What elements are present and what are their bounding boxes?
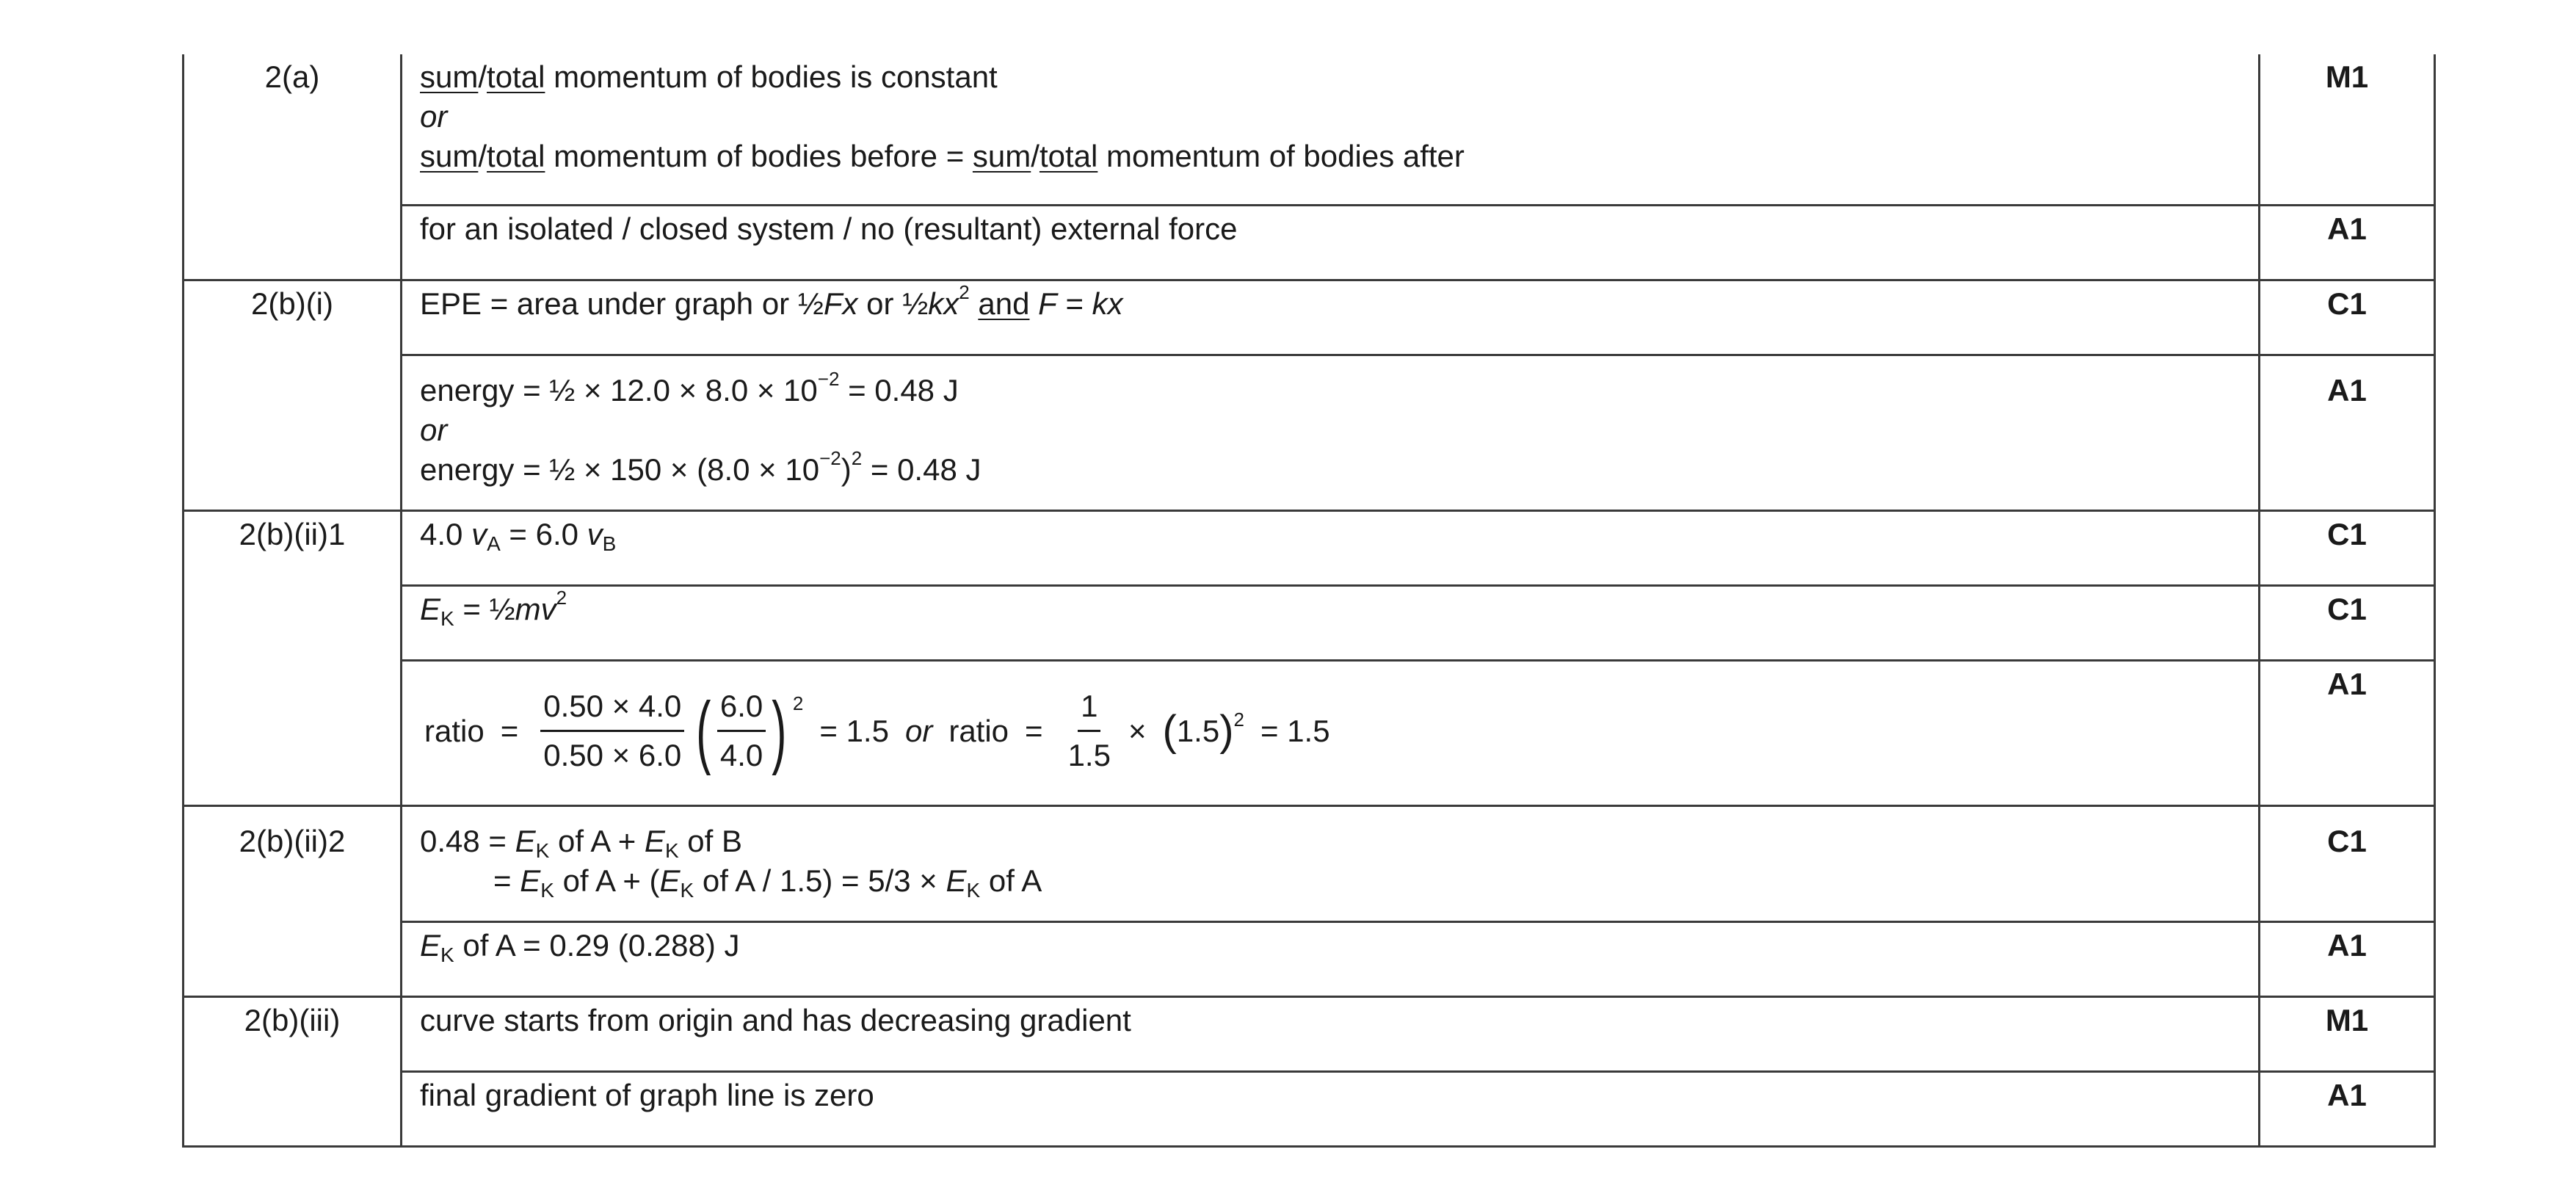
math-term: mv xyxy=(515,591,556,626)
mark-code: C1 xyxy=(2260,510,2435,585)
fraction-numerator: 6.0 xyxy=(717,687,766,732)
subscript: K xyxy=(966,878,981,902)
mark-code: A1 xyxy=(2260,660,2435,805)
or-separator: or xyxy=(904,713,933,748)
table-row xyxy=(184,205,2435,280)
answer-cell xyxy=(402,585,2260,660)
answer-text: momentum of bodies before = xyxy=(545,139,973,173)
equals-sign: = xyxy=(500,713,519,748)
fraction-numerator: 1 xyxy=(1078,687,1100,732)
answer-line xyxy=(420,446,2241,490)
table-row xyxy=(184,355,2435,510)
answer-cell xyxy=(402,921,2260,996)
answer-text: of A / 1.5) = 5/3 × xyxy=(694,863,946,898)
math-term: E xyxy=(420,927,441,963)
underlined-term: and xyxy=(978,286,1030,321)
math-term: E xyxy=(946,863,967,898)
fraction xyxy=(717,687,766,775)
ratio-equation xyxy=(420,662,2241,801)
underlined-term: total xyxy=(487,59,545,94)
answer-line xyxy=(420,367,2241,410)
mark-code: A1 xyxy=(2260,921,2435,996)
table-row xyxy=(184,585,2435,660)
table-row xyxy=(184,1071,2435,1146)
answer-text: of B xyxy=(678,823,743,858)
superscript: −2 xyxy=(817,367,840,390)
mark-code: A1 xyxy=(2260,355,2435,510)
slash: / xyxy=(1031,139,1040,173)
space xyxy=(970,286,979,321)
mark-code: A1 xyxy=(2260,1071,2435,1146)
left-paren: ( xyxy=(1162,706,1177,755)
answer-text: or ½ xyxy=(857,286,929,321)
mark-code: M1 xyxy=(2260,54,2435,205)
subscript: K xyxy=(680,878,694,902)
superscript: 2 xyxy=(556,586,567,609)
space xyxy=(1029,286,1038,321)
answer-text: 4.0 xyxy=(420,516,472,551)
table-row xyxy=(184,54,2435,205)
answer-text: of A = 0.29 (0.288) J xyxy=(454,927,740,963)
answer-text: 1.5 xyxy=(1176,713,1220,748)
subscript: K xyxy=(540,878,554,902)
answer-text: of A + ( xyxy=(554,863,660,898)
table-row xyxy=(184,510,2435,585)
underlined-term: sum xyxy=(420,139,479,173)
question-number: 2(b)(i) xyxy=(184,280,402,510)
superscript: −2 xyxy=(819,446,841,469)
times-sign: × xyxy=(1128,713,1147,748)
math-term: E xyxy=(515,823,536,858)
answer-text: = xyxy=(1056,286,1092,321)
answer-text: = 1.5 xyxy=(1260,713,1330,748)
subscript: B xyxy=(602,532,617,555)
answer-line xyxy=(420,57,2241,97)
answer-text: = 1.5 xyxy=(819,713,889,748)
superscript: 2 xyxy=(959,280,970,303)
answer-text: = ½ xyxy=(454,591,515,626)
math-term: v xyxy=(471,516,487,551)
answer-text: ) xyxy=(841,452,852,487)
table-row xyxy=(184,280,2435,355)
underlined-term: total xyxy=(487,139,545,173)
math-term: E xyxy=(420,591,441,626)
answer-text: of A xyxy=(980,863,1042,898)
answer-cell xyxy=(402,280,2260,355)
mark-scheme-table xyxy=(182,54,2436,1148)
answer-text: = xyxy=(493,863,520,898)
question-number: 2(b)(ii)1 xyxy=(184,510,402,805)
slash: / xyxy=(478,139,487,173)
superscript: 2 xyxy=(851,446,863,469)
question-number: 2(b)(ii)2 xyxy=(184,805,402,996)
superscript: 2 xyxy=(1233,708,1244,731)
answer-cell xyxy=(402,510,2260,585)
math-term: E xyxy=(644,823,665,858)
or-separator: or xyxy=(420,99,448,134)
subscript: K xyxy=(440,943,454,966)
answer-text: = 6.0 xyxy=(500,516,587,551)
fraction xyxy=(540,687,684,775)
answer-text: energy = ½ × 12.0 × 8.0 × 10 xyxy=(420,372,818,407)
subscript: A xyxy=(487,532,501,555)
subscript: K xyxy=(664,838,679,862)
or-separator: or xyxy=(420,412,448,447)
fraction-denominator: 0.50 × 6.0 xyxy=(543,738,682,772)
math-term: kx xyxy=(1092,286,1123,321)
answer-text: ratio xyxy=(424,713,485,748)
question-number: 2(a) xyxy=(184,54,402,280)
underlined-term: sum xyxy=(972,139,1031,173)
answer-text: of A + xyxy=(549,823,645,858)
right-paren: ) xyxy=(1219,706,1234,755)
answer-text: 0.48 = xyxy=(420,823,515,858)
math-term: F xyxy=(1038,286,1057,321)
math-term: Fx xyxy=(823,286,858,321)
answer-cell: final gradient of graph line is zero xyxy=(402,1071,2260,1146)
answer-cell xyxy=(402,660,2260,805)
answer-text: energy = ½ × 150 × (8.0 × 10 xyxy=(420,452,820,487)
right-paren: ) xyxy=(772,685,787,776)
answer-line xyxy=(420,822,2241,861)
answer-cell xyxy=(402,54,2260,205)
math-term: E xyxy=(659,863,681,898)
left-paren: ( xyxy=(696,685,711,776)
fraction-denominator: 1.5 xyxy=(1067,738,1111,772)
math-term: E xyxy=(520,863,541,898)
table-row xyxy=(184,996,2435,1071)
question-number: 2(b)(iii) xyxy=(184,996,402,1146)
fraction-denominator: 4.0 xyxy=(719,738,763,772)
answer-text: ratio xyxy=(948,713,1009,748)
answer-text: EPE = area under graph or ½ xyxy=(420,286,824,321)
mark-code: A1 xyxy=(2260,205,2435,280)
answer-text: = 0.48 J xyxy=(839,372,959,407)
answer-cell: for an isolated / closed system / no (resultant) external force xyxy=(402,205,2260,280)
answer-cell xyxy=(402,355,2260,510)
fraction xyxy=(1065,687,1114,775)
mark-code: M1 xyxy=(2260,996,2435,1071)
answer-cell: curve starts from origin and has decreasing gradient xyxy=(402,996,2260,1071)
answer-line xyxy=(420,137,2241,176)
math-term: kx xyxy=(928,286,959,321)
table-row xyxy=(184,921,2435,996)
table-row xyxy=(184,805,2435,921)
underlined-term: sum xyxy=(420,59,479,94)
table-row xyxy=(184,660,2435,805)
mark-code: C1 xyxy=(2260,585,2435,660)
answer-text: momentum of bodies is constant xyxy=(545,59,998,94)
mark-code: C1 xyxy=(2260,805,2435,921)
math-term: v xyxy=(587,516,603,551)
mark-code: C1 xyxy=(2260,280,2435,355)
underlined-term: total xyxy=(1039,139,1098,173)
slash: / xyxy=(478,59,487,94)
equals-sign: = xyxy=(1025,713,1043,748)
fraction-numerator: 0.50 × 4.0 xyxy=(540,687,684,732)
answer-line xyxy=(420,861,2241,901)
subscript: K xyxy=(535,838,550,862)
answer-text: = 0.48 J xyxy=(862,452,982,487)
subscript: K xyxy=(440,606,454,630)
answer-cell xyxy=(402,805,2260,921)
answer-text: momentum of bodies after xyxy=(1097,139,1465,173)
superscript: 2 xyxy=(792,692,804,714)
